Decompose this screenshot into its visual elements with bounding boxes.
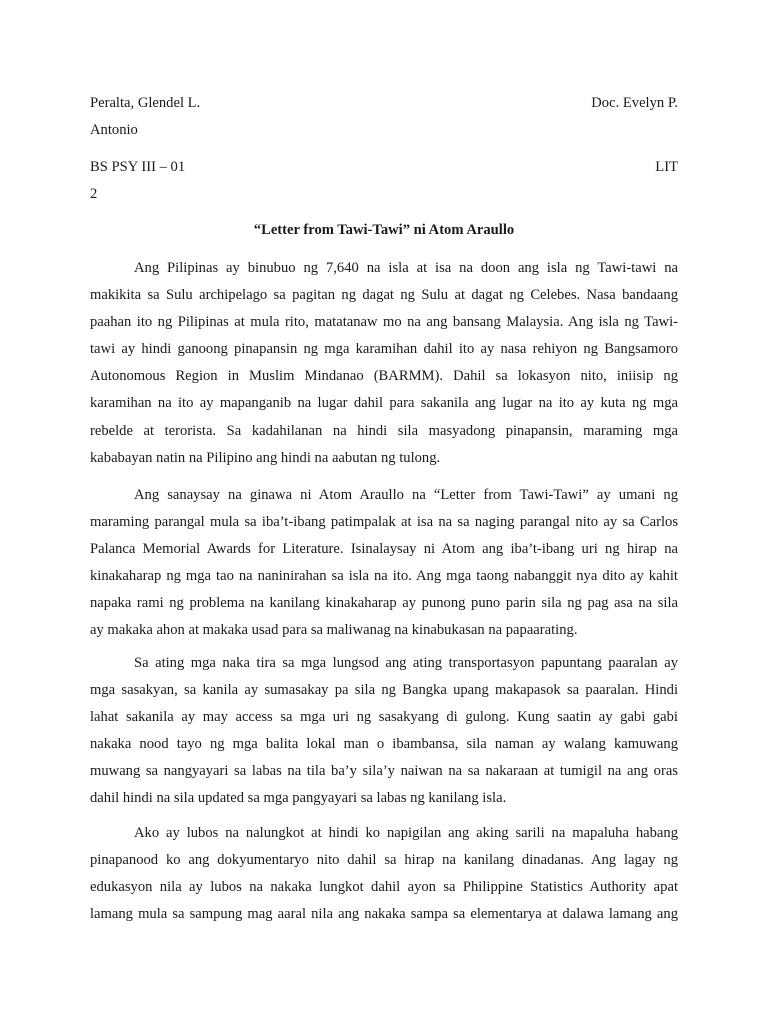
paragraph-line: Autonomous Region in Muslim Mindanao (BARMM). Dahil sa lokasyon nito, iniisip ng	[90, 368, 678, 385]
paragraph-line: Ako ay lubos na nalungkot at hindi ko napigilan ang aking sarili na mapaluha habang	[134, 825, 678, 841]
paragraph-line: lamang mula sa sampung mag aaral nila ang nakaka sampa sa elementarya at dalawa lamang ang	[90, 906, 678, 923]
paragraph-line: ay makaka ahon at makaka usad para sa maliwanag na kinabukasan na papaarating.	[90, 622, 578, 639]
essay-title: “Letter from Tawi-Tawi” ni Atom Araullo	[253, 222, 515, 238]
course-continued: 2	[90, 186, 98, 202]
paragraph-4	[90, 825, 678, 933]
paragraph-line: dahil hindi na sila updated sa mga pangyayari sa labas ng kanilang isla.	[90, 790, 507, 807]
professor-name: Doc. Evelyn P.	[591, 95, 678, 111]
header-row-2	[90, 159, 678, 176]
paragraph-line: muwang sa nangyayari sa labas na tila ba’y sila’y naiwan na sa nakaraan at tumigil na ang oras	[90, 763, 678, 780]
paragraph-line: edukasyon nila ay lubos na nakaka lungkot dahil ayon sa Philippine Statistics Authority apat	[90, 879, 678, 896]
paragraph-line: kinakaharap ng mga tao na naninirahan sa isla na ito. Ang mga taong nabanggit nya dito ay kahit	[90, 568, 678, 585]
paragraph-line: Palanca Memorial Awards for Literature. Isinalaysay ni Atom ang iba’t-ibang uri ng hirap na	[90, 541, 678, 558]
document-page	[90, 0, 678, 1024]
course: LIT	[655, 159, 678, 175]
paragraph-line: makikita sa Sulu archipelago sa pagitan ng dagat ng Sulu at dagat ng Celebes. Nasa bandaang	[90, 287, 678, 304]
paragraph-line: tawi ay hindi ganoong pinapansin ng mga karamihan dahil ito ay nasa rehiyon ng Bangsamoro	[90, 341, 678, 358]
paragraph-line: Sa ating mga naka tira sa mga lungsod ang ating transportasyon papuntang paaralan ay	[134, 655, 678, 671]
professor-name-continued: Antonio	[90, 122, 138, 138]
paragraph-line: Ang sanaysay na ginawa ni Atom Araullo na “Letter from Tawi-Tawi” ay umani ng	[134, 487, 678, 503]
paragraph-line: napaka rami ng problema na kanilang kinakaharap ay punong puno parin sila ng pag asa na sila	[90, 595, 678, 612]
paragraph-2	[90, 487, 678, 650]
paragraph-line: karamihan na ito ay mapanganib na lugar dahil para sakanila ang lugar na ito ay kuta ng mga	[90, 395, 678, 412]
paragraph-line: mga sasakyan, sa kanila ay sumasakay pa sila ng Bangka upang makapasok sa paaralan. Hindi	[90, 682, 678, 699]
paragraph-line: nakaka nood tayo ng mga balita lokal man o ibambansa, sila naman ay walang kamuwang	[90, 736, 678, 753]
paragraph-line: lahat sakanila ay may access sa mga uri ng sasakyang di gulong. Kung saatin ay gabi gabi	[90, 709, 678, 726]
paragraph-line: Ang Pilipinas ay binubuo ng 7,640 na isla at isa na doon ang isla ng Tawi-tawi na	[134, 260, 678, 276]
section: BS PSY III – 01	[90, 159, 186, 175]
paragraph-line: rebelde at terorista. Sa kadahilanan na hindi sila masyadong pinapansin, maraming mga	[90, 422, 678, 439]
student-name: Peralta, Glendel L.	[90, 95, 201, 111]
paragraph-line: paahan ito ng Pilipinas at mula rito, matatanaw mo na ang bansang Malaysia. Ang isla ng Tawi-	[90, 314, 678, 331]
header-row-1	[90, 95, 678, 112]
paragraph-1	[90, 260, 678, 477]
paragraph-3	[90, 655, 678, 818]
paragraph-line: kababayan natin na Pilipino ang hindi na aabutan ng tulong.	[90, 449, 441, 466]
paragraph-line: pinapanood ko ang dokyumentaryo nito dahil sa hirap na kanilang dinadanas. Ang lagay ng	[90, 852, 678, 869]
paragraph-line: maraming parangal mula sa iba’t-ibang patimpalak at isa na sa naging parangal nito ay sa Carlos	[90, 514, 678, 531]
